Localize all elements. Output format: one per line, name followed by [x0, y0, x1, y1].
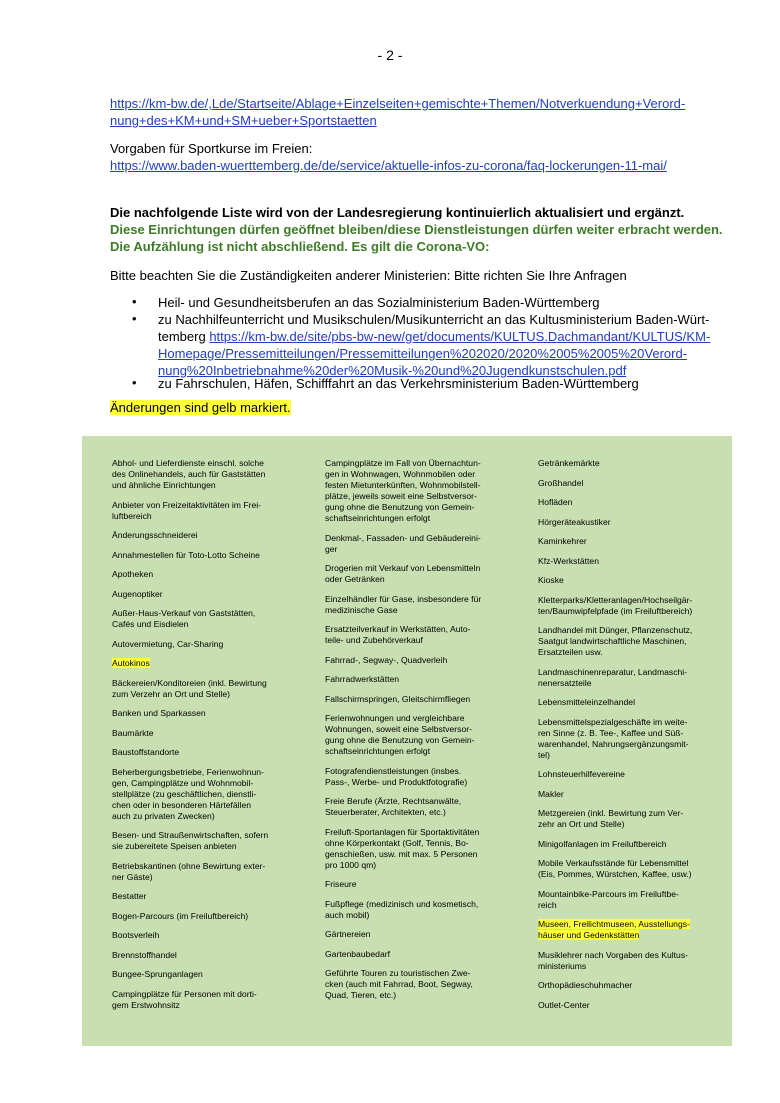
- facility-item: [112, 500, 302, 522]
- facility-item-line: Orthopädieschuhmacher: [538, 980, 633, 990]
- facility-item-line: Lebensmitteleinzelhandel: [538, 697, 635, 707]
- facility-item-line: Änderungsschneiderei: [112, 530, 198, 540]
- kultus-link-line2[interactable]: Homepage/Pressemitteilungen/Pressemitteilungen%202020/2020%2005%2005%20Verord-: [158, 346, 688, 361]
- facility-item: [538, 575, 728, 586]
- facility-item-line: Fußpflege (medizinisch und kosmetisch,: [325, 898, 479, 909]
- facility-item-line: ren Sinne (z. B. Tee-, Kaffee und Süß-: [538, 727, 684, 738]
- facility-item: [538, 769, 728, 780]
- facility-item-line: Makler: [538, 788, 564, 799]
- facility-item-line: Metzgereien (inkl. Bewirtung zum Ver-: [538, 808, 684, 818]
- facility-item: [325, 827, 515, 871]
- facility-item-line: Bestatter: [112, 891, 147, 901]
- facility-item-line: Fahrrad-, Segway-, Quadverleih: [325, 654, 448, 665]
- facility-item: [538, 839, 728, 850]
- facility-item-line: Besen- und Straußenwirtschaften, sofern: [112, 830, 269, 840]
- facility-item: [538, 667, 728, 689]
- facility-item: [538, 458, 728, 469]
- facility-item: [538, 789, 728, 800]
- facility-item-line: ner Gäste): [112, 871, 153, 882]
- bullet-health: Heil- und Gesundheitsberufen an das Sozialministerium Baden-Württemberg: [158, 295, 600, 310]
- facility-item: [112, 950, 302, 961]
- facility-item: [112, 830, 302, 852]
- facility-item-line: ohne Körperkontakt (Golf, Tennis, Bo-: [325, 837, 469, 848]
- facility-item-line: Autovermietung, Car-Sharing: [112, 638, 224, 649]
- facility-item-line: Kaminkehrer: [538, 536, 587, 546]
- facility-item: [538, 697, 728, 708]
- bullet-dot-1: •: [132, 294, 137, 309]
- facilities-column-2: [325, 458, 515, 1010]
- facility-item: [112, 891, 302, 902]
- facility-item: [325, 766, 515, 788]
- facility-item-line: Augenoptiker: [112, 588, 163, 599]
- facility-item-line: Bungee-Sprunganlagen: [112, 969, 203, 979]
- facility-item-line: Pass-, Werbe- und Produktfotografie): [325, 776, 468, 787]
- facility-item-line: Landhandel mit Dünger, Pflanzenschutz,: [538, 625, 693, 635]
- facility-item-line: Freie Berufe (Ärzte, Rechtsanwälte,: [325, 796, 462, 806]
- facility-item-line: Großhandel: [538, 477, 584, 488]
- facility-item: [538, 858, 728, 880]
- facility-item: [112, 767, 302, 822]
- facility-item: [112, 911, 302, 922]
- facility-item: [538, 717, 728, 761]
- facility-item: [112, 550, 302, 561]
- facilities-column-3: [538, 458, 728, 1019]
- facility-item: [538, 478, 728, 489]
- facility-item-line: Hörgeräteakustiker: [538, 516, 611, 527]
- facility-item-line: Wohnungen, soweit eine Selbstversor-: [325, 724, 472, 734]
- facility-item-line: Baustoffstandorte: [112, 747, 180, 757]
- changes-note-text: Änderungen sind gelb markiert.: [110, 400, 291, 415]
- facility-item-line: Drogerien mit Verkauf von Lebensmitteln: [325, 563, 481, 573]
- facility-item-line: Musiklehrer nach Vorgaben des Kultus-: [538, 949, 688, 960]
- facility-item-line: gung ohne die Benutzung von Gemein-: [325, 502, 475, 512]
- facility-item: [112, 589, 302, 600]
- facility-item-line: Bäckereien/Konditoreien (inkl. Bewirtung: [112, 677, 267, 688]
- facility-item: [325, 563, 515, 585]
- facility-item-line: Minigolfanlagen im Freiluftbereich: [538, 838, 667, 849]
- facility-item-line: cken (auch mit Fahrrad, Boot, Segway,: [325, 979, 473, 989]
- facility-item: [325, 968, 515, 1001]
- facility-item-line: Einzelhändler für Gase, insbesondere für: [325, 593, 482, 604]
- facility-item: [325, 949, 515, 960]
- page-number: - 2 -: [377, 47, 403, 63]
- facility-item-line: Gartenbaubedarf: [325, 948, 390, 959]
- facility-item-line: Lebensmittelspezialgeschäfte im weite-: [538, 716, 688, 727]
- facility-item-line: nenersatzteile: [538, 677, 592, 688]
- facility-item-line: gen in Wohnwagen, Wohnmobilen oder: [325, 469, 476, 479]
- facility-item: [325, 624, 515, 646]
- facility-item-line: schaftseinrichtungen erfolgt: [325, 513, 431, 523]
- facility-item-line: häuser und Gedenkstätten: [538, 930, 640, 940]
- facility-item: [325, 594, 515, 616]
- facility-item-line: Beherbergungsbetriebe, Ferienwohnun-: [112, 766, 264, 777]
- facility-item: [538, 919, 728, 941]
- facility-item-line: medizinische Gase: [325, 604, 398, 615]
- facility-item-line: Geführte Touren zu touristischen Zwe-: [325, 968, 471, 978]
- facility-item-line: stellplätze (zu geschäftlichen, dienstli-: [112, 788, 257, 799]
- facility-item: [538, 889, 728, 911]
- facility-item-line: genschießen, usw. mit max. 5 Personen: [325, 848, 478, 859]
- facility-item: [325, 533, 515, 555]
- notice-green-line2: Die Aufzählung ist nicht abschließend. Es gilt die Corona-VO:: [110, 239, 490, 254]
- facility-item-line: ten/Baumwipfelpfade (im Freiluftbereich): [538, 605, 693, 616]
- bullet-dot-3: •: [132, 375, 137, 390]
- facility-item-line: auch mobil): [325, 909, 370, 920]
- facility-item: [538, 497, 728, 508]
- facility-item-line: Ersatzteilverkauf in Werkstätten, Auto-: [325, 624, 471, 634]
- bullet-music-line2: [158, 328, 710, 345]
- facility-item-line: plätze, jeweils soweit eine Selbstversor-: [325, 491, 477, 501]
- bullet-dot-2: •: [132, 311, 137, 326]
- sportkurse-link[interactable]: https://www.baden-wuerttemberg.de/de/service/aktuelle-infos-zu-corona/faq-lockerungen-11-mai/: [110, 158, 667, 173]
- changes-note: [110, 399, 291, 416]
- facility-item: [538, 808, 728, 830]
- facility-item: [325, 796, 515, 818]
- facility-item: [538, 556, 728, 567]
- facility-item: [112, 678, 302, 700]
- bullet-music-line1: zu Nachhilfeunterricht und Musikschulen/Musikunterricht an das Kultusministerium Baden-Würt-: [158, 312, 710, 327]
- facility-item-line: und ähnliche Einrichtungen: [112, 480, 216, 490]
- facility-item-line: oder Getränken: [325, 574, 385, 584]
- facility-item: [325, 929, 515, 940]
- facility-item-line: Banken und Sparkassen: [112, 708, 206, 718]
- facility-item-line: Gärtnereien: [325, 929, 371, 939]
- facility-item-line: Fallschirmspringen, Gleitschirmfliegen: [325, 693, 471, 704]
- facility-item: [112, 458, 302, 491]
- facility-item: [325, 713, 515, 757]
- facility-item-line: festen Mietunterkünften, Wohnmobilstell-: [325, 480, 481, 490]
- facility-item-line: ger: [325, 543, 338, 554]
- facility-item: [112, 930, 302, 941]
- facility-item: [538, 536, 728, 547]
- facility-item-line: Fahrradwerkstätten: [325, 674, 400, 684]
- facility-item-line: tel): [538, 749, 550, 760]
- facility-item-line: Campingplätze im Fall von Übernachtun-: [325, 458, 481, 468]
- facility-item-line: auch zu privaten Zwecken): [112, 810, 215, 821]
- notice-bold-line: Die nachfolgende Liste wird von der Landesregierung kontinuierlich aktualisiert und ergänzt.: [110, 205, 685, 220]
- facility-item-line: Cafés und Eisdielen: [112, 619, 189, 629]
- facility-item: [112, 608, 302, 630]
- facility-item-line: Friseure: [325, 879, 357, 889]
- facility-item-line: Freiluft-Sportanlagen für Sportaktivitäten: [325, 826, 480, 837]
- facility-item-line: Außer-Haus-Verkauf von Gaststätten,: [112, 608, 256, 618]
- km-bw-link-line1[interactable]: https://km-bw.de/,Lde/Startseite/Ablage+Einzelseiten+gemischte+Themen/Notverkuendung+Verord-: [110, 96, 686, 111]
- facility-item: [112, 861, 302, 883]
- facility-item-line: chen oder in besonderen Härtefällen: [112, 799, 252, 810]
- ministries-intro: Bitte beachten Sie die Zuständigkeiten anderer Ministerien: Bitte richten Sie Ihre Anfragen: [110, 268, 627, 283]
- facility-item: [112, 969, 302, 980]
- facility-item: [538, 517, 728, 528]
- facility-item-line: Getränkemärkte: [538, 458, 600, 468]
- facility-item-line: (Eis, Pommes, Würstchen, Kaffee, usw.): [538, 869, 692, 879]
- facility-item-line: Abhol- und Lieferdienste einschl. solche: [112, 458, 264, 468]
- facility-item: [325, 655, 515, 666]
- facility-item-line: Mountainbike-Parcours im Freiluftbe-: [538, 888, 679, 899]
- facility-item-line: Steuerberater, Architekten, etc.): [325, 807, 446, 817]
- facility-item: [325, 879, 515, 890]
- facility-item-line: des Onlinehandels, auch für Gaststätten: [112, 469, 266, 479]
- facility-item: [112, 989, 302, 1011]
- bullet-traffic: zu Fahrschulen, Häfen, Schifffahrt an das Verkehrsministerium Baden-Württemberg: [158, 376, 639, 391]
- facility-item-line: Denkmal-, Fassaden- und Gebäudereini-: [325, 532, 481, 543]
- facility-item: [112, 747, 302, 758]
- km-bw-link-line2[interactable]: nung+des+KM+und+SM+ueber+Sportstaetten: [110, 113, 377, 128]
- facility-item-line: Bootsverleih: [112, 930, 160, 940]
- facility-item: [112, 569, 302, 580]
- facility-item-line: schaftseinrichtungen erfolgt: [325, 746, 431, 756]
- facility-item-line: reich: [538, 899, 557, 910]
- facility-item: [112, 639, 302, 650]
- facility-item-line: Kfz-Werkstätten: [538, 555, 599, 566]
- facility-item: [112, 530, 302, 541]
- facility-item-line: teile- und Zubehörverkauf: [325, 635, 423, 645]
- facility-item-line: Outlet-Center: [538, 999, 590, 1010]
- facility-item-line: Autokinos: [112, 658, 150, 668]
- facility-item-line: zum Verzehr an Ort und Stelle): [112, 688, 230, 699]
- facility-item-line: warenhandel, Nahrungsergänzungsmit-: [538, 738, 689, 749]
- facility-item-line: sie zubereitete Speisen anbieten: [112, 841, 237, 851]
- facility-item-line: gen, Campingplätze und Wohnmobil-: [112, 777, 254, 788]
- facility-item-line: Brennstoffhandel: [112, 949, 177, 960]
- facility-item-line: Baumärkte: [112, 727, 154, 738]
- facility-item-line: Betriebskantinen (ohne Bewirtung exter-: [112, 860, 266, 871]
- facility-item-line: Bogen-Parcours (im Freiluftbereich): [112, 910, 249, 921]
- facility-item: [112, 658, 302, 669]
- facility-item-line: Lohnsteuerhilfevereine: [538, 769, 625, 779]
- facilities-list-box: [82, 436, 732, 1046]
- facility-item-line: zehr an Ort und Stelle): [538, 819, 625, 829]
- facility-item-line: Ersatzteilen usw.: [538, 647, 603, 657]
- facilities-column-1: [112, 458, 302, 1019]
- facility-item-line: luftbereich: [112, 510, 152, 521]
- kultus-link-line3[interactable]: nung%20Inbetriebnahme%20der%20Musik-%20und%20Jugendkunstschulen.pdf: [158, 363, 627, 378]
- facility-item-line: Hofläden: [538, 497, 573, 507]
- facility-item-line: Fotografendienstleistungen (insbes.: [325, 765, 462, 776]
- facility-item: [112, 708, 302, 719]
- facility-item-line: Museen, Freilichtmuseen, Ausstellungs-: [538, 919, 690, 929]
- facility-item: [325, 458, 515, 524]
- facility-item: [538, 1000, 728, 1011]
- facility-item-line: gung ohne die Benutzung von Gemein-: [325, 735, 475, 745]
- facility-item-line: Anbieter von Freizeitaktivitäten im Frei-: [112, 499, 262, 510]
- facility-item-line: gem Erstwohnsitz: [112, 999, 180, 1010]
- facility-item: [538, 595, 728, 617]
- notice-green-line1: Diese Einrichtungen dürfen geöffnet bleiben/diese Dienstleistungen dürfen weiter erbracht werden.: [110, 222, 723, 237]
- facility-item: [538, 625, 728, 658]
- sportkurse-label: Vorgaben für Sportkurse im Freien:: [110, 141, 313, 156]
- facility-item-line: Kletterparks/Kletteranlagen/Hochseilgär-: [538, 594, 693, 605]
- facility-item-line: ministeriums: [538, 960, 587, 971]
- facility-item: [325, 674, 515, 685]
- bullet-music-text: temberg: [158, 329, 210, 344]
- facility-item: [112, 728, 302, 739]
- facility-item-line: Saatgut landwirtschaftliche Maschinen,: [538, 636, 687, 646]
- facility-item: [325, 694, 515, 705]
- facility-item-line: pro 1000 qm): [325, 859, 377, 870]
- facility-item-line: Kioske: [538, 575, 564, 585]
- facility-item: [538, 950, 728, 972]
- facility-item-line: Quad, Tieren, etc.): [325, 990, 397, 1000]
- facility-item-line: Ferienwohnungen und vergleichbare: [325, 713, 465, 723]
- facility-item-line: Annahmestellen für Toto-Lotto Scheine: [112, 549, 260, 560]
- facility-item-line: Mobile Verkaufsstände für Lebensmittel: [538, 858, 689, 868]
- facility-item-line: Campingplätze für Personen mit dorti-: [112, 988, 257, 999]
- kultus-link-line1[interactable]: https://km-bw.de/site/pbs-bw-new/get/documents/KULTUS.Dachmandant/KULTUS/KM-: [209, 329, 711, 344]
- facility-item: [325, 899, 515, 921]
- facility-item: [538, 980, 728, 991]
- facility-item-line: Landmaschinenreparatur, Landmaschi-: [538, 666, 688, 677]
- facility-item-line: Apotheken: [112, 569, 154, 579]
